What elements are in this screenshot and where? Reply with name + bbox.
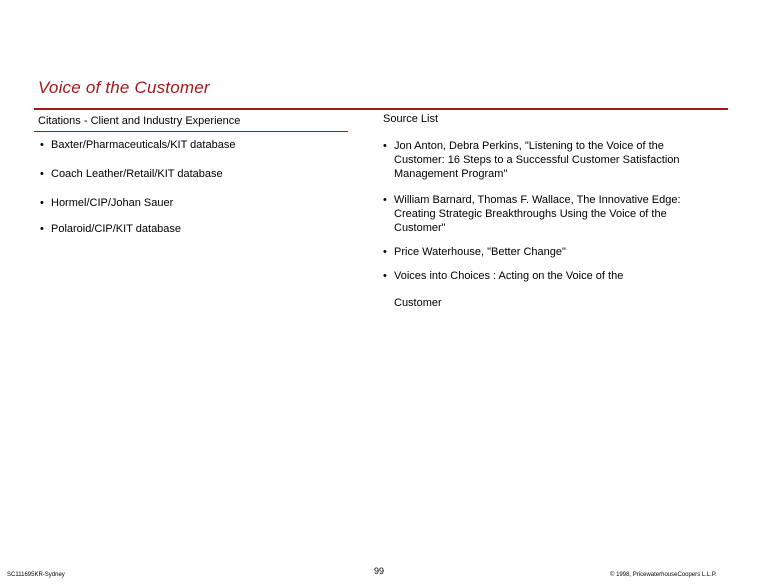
page-number: 99 [374, 566, 385, 576]
list-item: • Coach Leather/Retail/KIT database [40, 168, 223, 180]
bullet-icon: • [383, 270, 387, 282]
list-item: • William Barnard, Thomas F. Wallace, The Innovative Edge: Creating Strategic Breakthroughs Using the Voice of the Customer" [383, 194, 681, 234]
list-item: • Price Waterhouse, "Better Change" [383, 246, 566, 258]
list-item: • Baxter/Pharmaceuticals/KIT database [40, 139, 236, 151]
footer-copyright: © 1998, PricewaterhouseCoopers L.L.P. [610, 572, 717, 578]
bullet-icon: • [383, 194, 387, 206]
list-item: • Jon Anton, Debra Perkins, "Listening to the Voice of the Customer: 16 Steps to a Successful Customer Satisfaction Management Program" [383, 140, 680, 180]
bullet-icon: • [40, 197, 44, 209]
right-column-heading: Source List [383, 113, 439, 125]
left-column-divider [34, 131, 348, 132]
title-divider [34, 108, 728, 110]
list-item: • Hormel/CIP/Johan Sauer [40, 197, 174, 209]
footer-reference: SC111695KR-Sydney [7, 572, 65, 578]
bullet-icon: • [383, 246, 387, 258]
bullet-icon: • [40, 168, 44, 180]
bullet-icon: • [383, 140, 387, 152]
list-item-continuation: Customer [394, 297, 442, 309]
list-item: • Polaroid/CIP/KIT database [40, 223, 182, 235]
list-item: • Voices into Choices : Acting on the Voice of the [383, 270, 624, 282]
left-column-heading: Citations - Client and Industry Experience [38, 115, 241, 127]
page-title: Voice of the Customer [38, 78, 210, 97]
bullet-icon: • [40, 223, 44, 235]
bullet-icon: • [40, 139, 44, 151]
